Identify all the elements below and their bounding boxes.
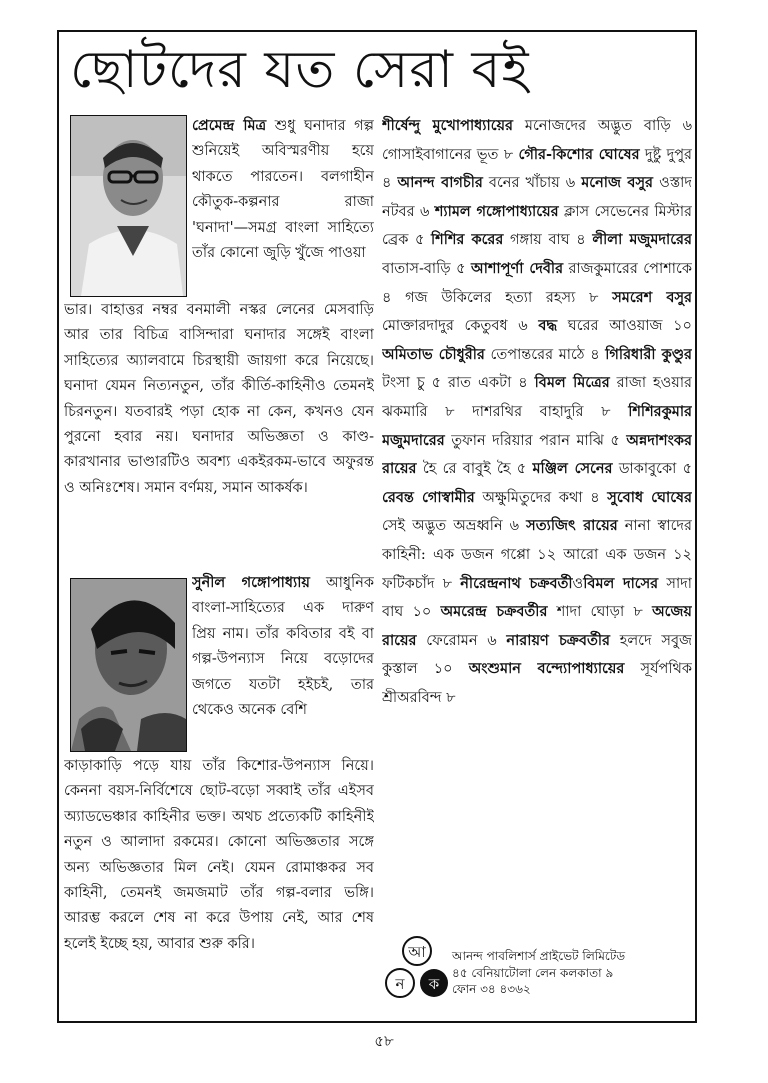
- premendra-body-continued: ভার। বাহাত্তর নম্বর বনমালী নস্কর লেনের মেসবাড়ি আর তার বিচিত্র বাসিন্দারা ঘনাদার সঙ্গেই বাংলা সাহিত্যের অ্যালবামে চিরস্থায়ী জায়গা করে নিয়েছে। ঘনাদা যেমন নিত্যনতুন, তাঁর কীর্তি-কাহিনীও তেমনই চিরনতুন। যতবারই পড়া হোক না কেন, কখনও যেন পুরনো হবার নয়। ঘনাদার অভিজ্ঞতা ও কাণ্ড-কারখানার ভাণ্ডারটিও অবশ্য একইরকম-ভাবে অফুরন্ত ও অনিঃশেষ। সমান বর্ণময়, সমান আকর্ষক।: [64, 302, 374, 496]
- book-author: শ্যামল গঙ্গোপাধ্যায়ের: [434, 202, 559, 220]
- publisher-info: [452, 948, 692, 998]
- publisher-name: আনন্দ পাবলিশার্স প্রাইভেট লিমিটেড: [452, 949, 626, 963]
- book-title: তুফান দরিয়ার পরান মাঝি ৫: [444, 432, 627, 449]
- book-title: হৈ রে বাবুই হৈ ৫: [416, 461, 533, 478]
- book-author: বদ্ধ: [538, 317, 558, 335]
- book-title: ফেরোমন ৬: [416, 632, 507, 649]
- book-author: অংশুমান বন্দ্যোপাধ্যায়ের: [468, 660, 625, 678]
- book-author: অমরেন্দ্র চক্রবর্তীর: [440, 603, 548, 621]
- sunil-body-continued: কাড়াকাড়ি পড়ে যায় তাঁর কিশোর-উপন্যাস নিয়ে। কেননা বয়স-নির্বিশেষে ছোট-বড়ো সব্বাই তাঁর এইসব অ্যাডভেঞ্চার কাহিনীর ভক্ত। অথচ প্রত্যেকটি কাহিনীই নতুন ও আলাদা রকমের। কোনো অভিজ্ঞতার সঙ্গে অন্য অভিজ্ঞতার মিল নেই। যেমন রোমাঞ্চকর সব কাহিনী, তেমনই জমজমাট তাঁর গল্প-বলার ভঙ্গি। আরম্ভ করলে শেষ না করে উপায় নেই, আর শেষ হলেই ইচ্ছে হয়, আবার শুরু করি।: [64, 758, 374, 952]
- premendra-photo: [70, 115, 187, 297]
- book-title: মনোজদের অদ্ভুত বাড়ি ৬ গোসাইবাগানের ভূত ৮: [382, 118, 692, 163]
- book-title: দুষ্টু দুপুর ৪: [382, 146, 692, 192]
- book-author: অন্নদাশংকর রায়ের: [382, 431, 692, 478]
- sunil-blurb: [192, 570, 374, 754]
- sunil-continuation: [64, 754, 374, 1016]
- book-title: হলদে সবুজ কুস্তাল ১০: [382, 632, 692, 678]
- book-author: গিরিধারী কুণ্ডুর: [605, 345, 692, 363]
- book-title: রাজা হওয়ার ঝকমারি ৮ দাশরথির বাহাদুরি ৮: [382, 375, 692, 420]
- book-title: বনের খাঁচায় ৬: [482, 175, 582, 192]
- premendra-body: শুধু ঘনাদার গল্প শুনিয়েই অবিস্মরণীয় হয়ে থাকতে পারতেন। বলগাহীন কৌতুক-কল্পনার রাজা 'ঘনাদা'—সমগ্র বাংলা সাহিত্যে তাঁর কোনো জুড়ি খুঁজে পাওয়া: [192, 118, 374, 262]
- svg-text:ক: ক: [428, 975, 440, 993]
- publisher-logo: [384, 935, 450, 1001]
- book-author: সুবোধ ঘোষের: [607, 488, 692, 506]
- book-title: ডাকাবুকো ৫: [612, 461, 692, 478]
- premendra-name: প্রেমেন্দ্র মিত্র: [192, 117, 267, 134]
- book-title: সেই অদ্ভুত অভ্রধ্বনি ৬: [382, 518, 527, 535]
- book-author: নীরেন্দ্রনাথ চক্রবর্তী: [460, 574, 573, 592]
- sunil-name: সুনীল গঙ্গোপাধ্যায়: [192, 574, 310, 591]
- book-title: গঙ্গায় বাঘ ৪: [503, 232, 593, 249]
- book-author: সমরেশ বসুর: [612, 288, 692, 306]
- book-title: তেপান্তরের মাঠে ৪: [484, 346, 606, 363]
- page-number: ৫৮: [374, 1032, 394, 1050]
- headline: ছোটদের যত সেরা বই: [70, 40, 530, 100]
- book-title: ক্লাস সেভেনের মিস্টার ব্রেক ৫: [382, 203, 692, 249]
- book-author: নারায়ণ চক্রবর্তীর: [506, 631, 610, 649]
- book-title: বাতাস-বাড়ি ৫: [382, 260, 471, 277]
- book-title: নানা স্বাদের কাহিনী: এক ডজন গপ্পো ১২ আরো এক ডজন ১২ ফটিকচাঁদ ৮: [382, 518, 692, 592]
- book-title: সূর্যপথিক: [624, 661, 692, 678]
- book-title: মোক্তারদাদুর কেতুবধ ৬: [382, 318, 539, 335]
- book-title: রাজকুমারের পোশাকে ৪ গজ উকিলের হত্যা রহস্য ৮: [382, 260, 692, 306]
- book-author: আনন্দ বাগচীর: [397, 174, 483, 192]
- book-author: অজেয় রায়ের: [382, 603, 692, 649]
- svg-text:ন: ন: [395, 975, 405, 993]
- sunil-body: আধুনিক বাংলা-সাহিত্যের এক দারুণ প্রিয় নাম। তাঁর কবিতার বই বা গল্প-উপন্যাস নিয়ে বড়োদের জগতে যতটা হইচই, তার থেকেও অনেক বেশি: [192, 575, 374, 719]
- book-title: ঘরের আওয়াজ ১০: [557, 318, 692, 335]
- book-author: সত্যজিৎ রায়ের: [526, 517, 618, 535]
- book-author: আশাপূর্ণা দেবীর: [470, 259, 564, 277]
- book-title: শ্রীঅরবিন্দ ৮: [382, 689, 456, 706]
- book-title: শাদা ঘোড়া ৮: [547, 604, 653, 621]
- premendra-continuation: [64, 298, 374, 566]
- svg-text:আ: আ: [408, 943, 426, 961]
- book-author: শিশির করের: [430, 231, 504, 249]
- book-author: রেবন্ত গোস্বামীর: [382, 488, 475, 506]
- book-author: শীর্ষেন্দু মুখোপাধ্যায়ের: [382, 117, 514, 134]
- book-author: অমিতাভ চৌধুরীর: [382, 345, 485, 363]
- book-author: গৌর-কিশোর ঘোষের: [518, 145, 640, 163]
- book-title: সাদা বাঘ ১০: [382, 575, 692, 621]
- book-author: শিশিরকুমার মজুমদারের: [382, 402, 692, 449]
- publisher-address: ৪৫ বেনিয়াটোলা লেন কলকাতা ৯: [452, 965, 614, 980]
- sunil-photo: [70, 578, 187, 752]
- book-title: ও: [572, 575, 584, 592]
- book-list: [382, 112, 692, 932]
- book-author: মনোজ বসুর: [581, 174, 654, 192]
- book-author: বিমল দাসের: [583, 574, 659, 592]
- book-title: ওস্তাদ নটবর ৬: [382, 175, 692, 220]
- book-title: অক্ষুমিতুদের কথা ৪: [474, 489, 608, 506]
- book-author: লীলা মজুমদারের: [592, 231, 692, 249]
- publisher-phone: ফোন ৩৪ ৪৩৬২: [452, 982, 531, 996]
- book-author: বিমল মিত্রের: [534, 374, 610, 392]
- book-title: টংসা চু ৫ রাত একটা ৪: [382, 375, 535, 392]
- premendra-blurb: [192, 113, 374, 298]
- book-author: মঞ্জিল সেনের: [532, 460, 613, 478]
